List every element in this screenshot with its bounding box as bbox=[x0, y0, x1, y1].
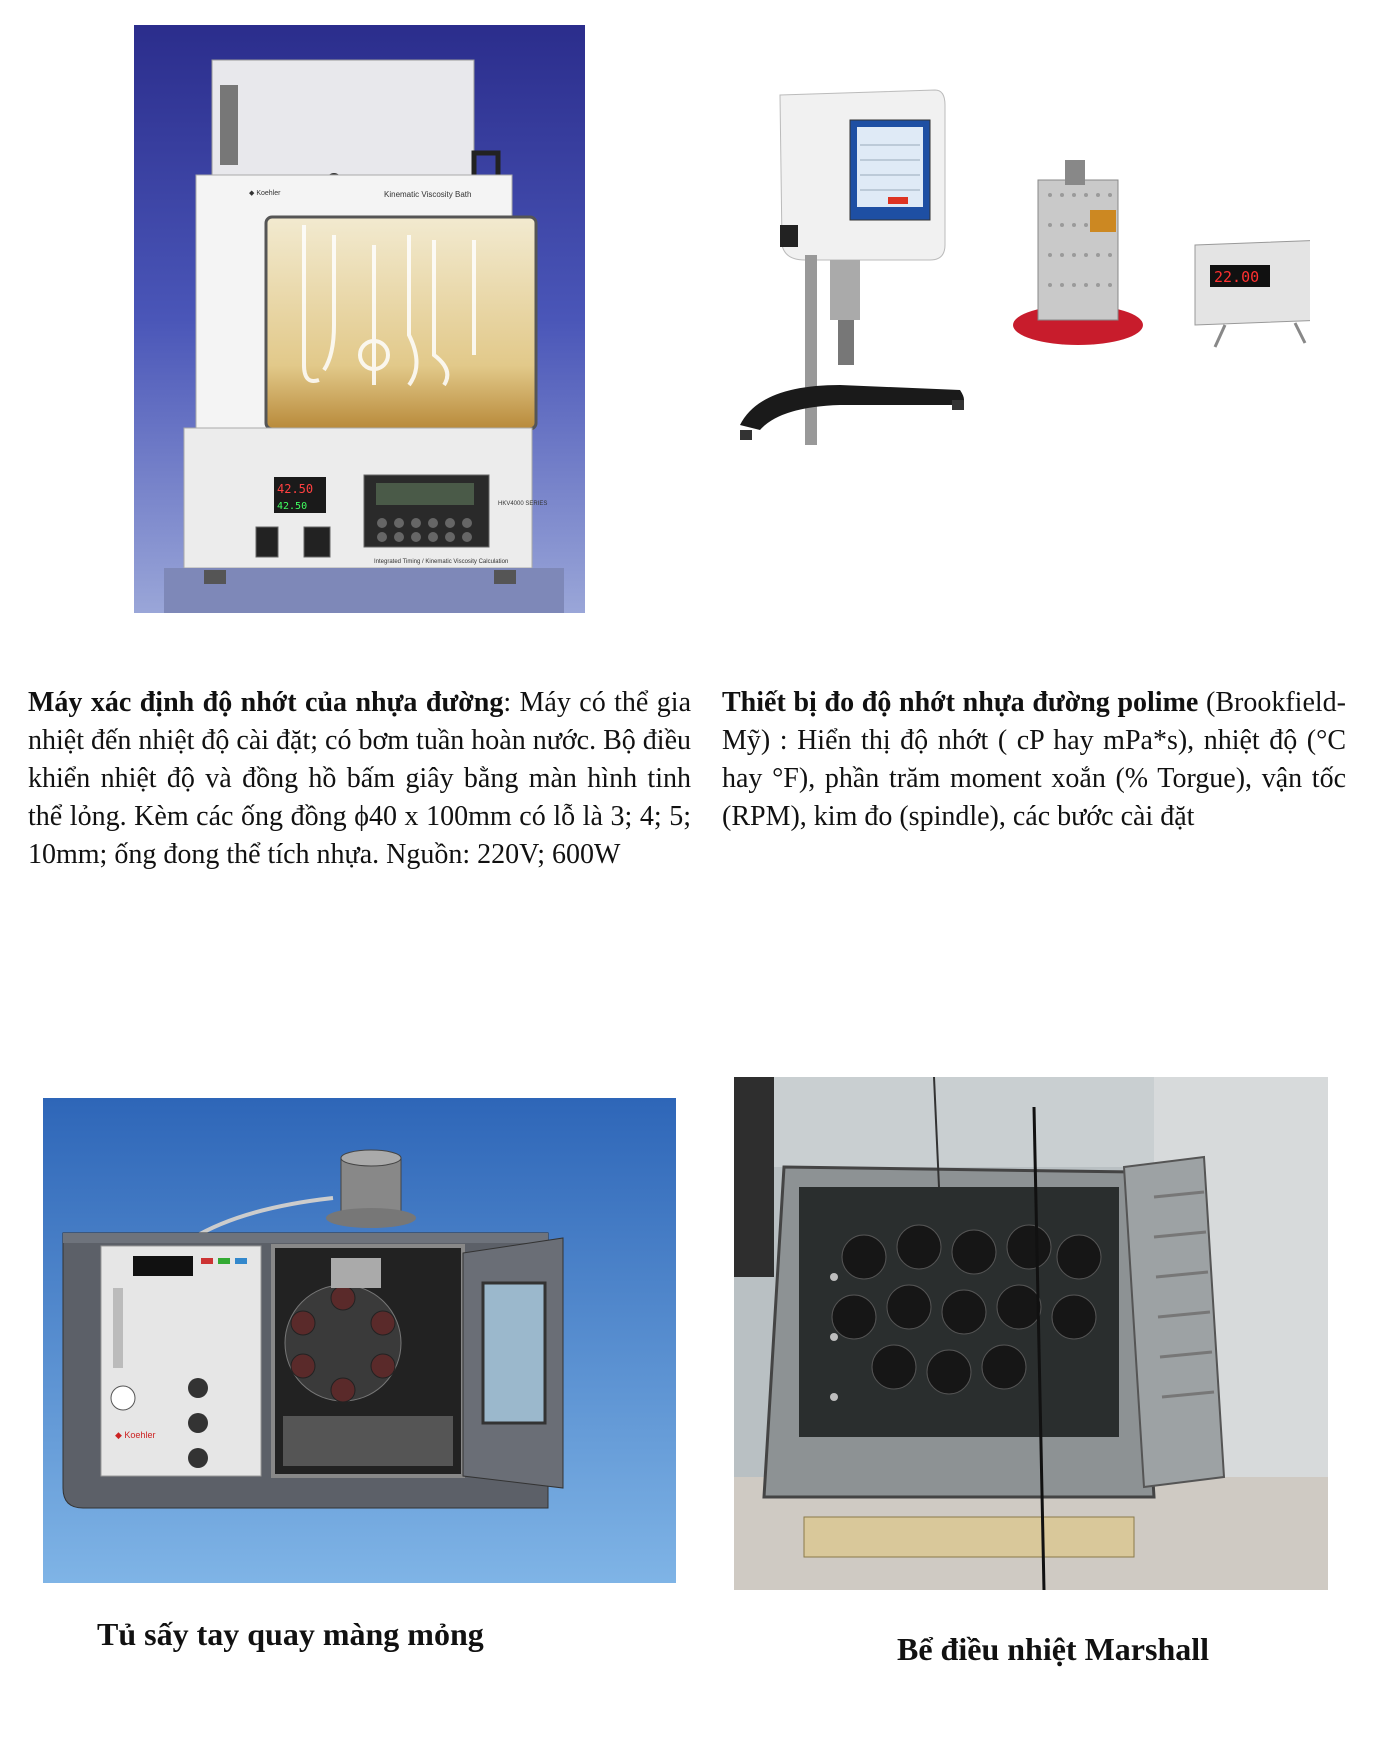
marshall-water-bath-photo bbox=[734, 1077, 1328, 1590]
oven-caption: Tủ sấy tay quay màng mỏng bbox=[97, 1616, 484, 1652]
thermosel-display: 22.00 bbox=[1214, 268, 1260, 286]
temp-display-1: 42.50 bbox=[277, 482, 314, 496]
brookfield-body: (Brookfield-Mỹ) : Hiển thị độ nhớt ( cP hay mPa*s), nhiệt độ (°C hay °F), phần trăm moment xoắn (% Torgue), vận tốc (RPM), kim đo (spindle), các bước cài đặt bbox=[722, 687, 1346, 832]
oven-brand-logo: ◆ Koehler bbox=[115, 1430, 156, 1440]
device-bottom-label: Integrated Timing / Kinematic Viscosity Calculation bbox=[374, 559, 509, 565]
viscosity-bath-photo bbox=[134, 25, 585, 613]
brand-logo: ◆ Koehler bbox=[249, 190, 281, 197]
rolling-thin-film-oven-photo bbox=[43, 1098, 676, 1583]
water-bath-caption: Bể điều nhiệt Marshall bbox=[897, 1631, 1210, 1667]
viscosity-bath-body: : Máy có thể gia nhiệt đến nhiệt độ cài đặt; có bơm tuần hoàn nước. Bộ điều khiển nhiệt độ và đồng hồ bấm giây bằng màn hình tinh thể lỏng. Kèm các ống đồng ϕ40 x 100mm có lỗ là 3; 4; 5; 10mm; ống đong thể tích nhựa. Nguồn: 220V; 600W bbox=[28, 687, 692, 870]
brookfield-title: Thiết bị đo độ nhớt nhựa đường polime bbox=[722, 687, 1199, 718]
device-top-label: Kinematic Viscosity Bath bbox=[384, 190, 472, 199]
viscosity-bath-description bbox=[28, 684, 691, 874]
brookfield-description bbox=[722, 684, 1346, 836]
temp-display-2: 42.50 bbox=[277, 501, 308, 512]
brookfield-viscometer-photo bbox=[720, 85, 1310, 490]
series-label: HKV4000 SERIES bbox=[498, 501, 548, 507]
viscosity-bath-title: Máy xác định độ nhớt của nhựa đường bbox=[28, 687, 504, 718]
